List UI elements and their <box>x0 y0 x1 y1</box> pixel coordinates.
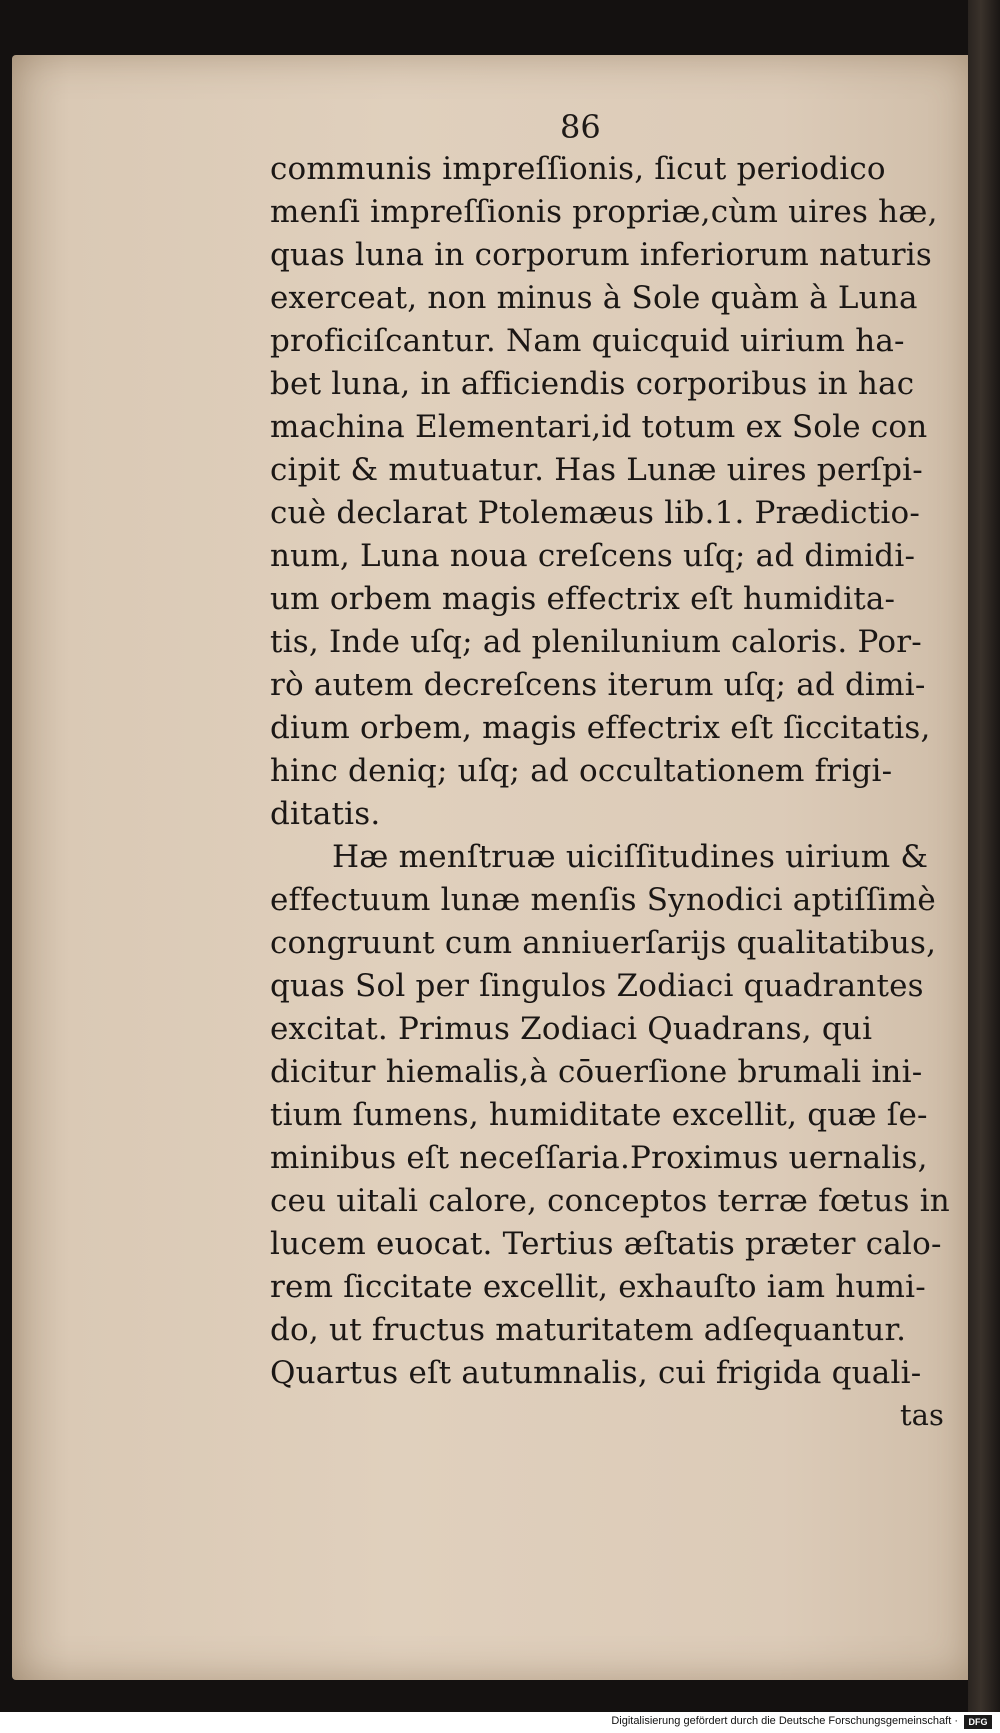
text-line: effectuum lunæ menſis Synodici aptiſſimè <box>270 882 936 918</box>
text-line: um orbem magis effectrix eſt humidita- <box>270 581 896 617</box>
funding-credit: Digitalisierung gefördert durch die Deutsche Forschungsgemeinschaft · <box>611 1715 958 1727</box>
text-line: ditatis. <box>270 796 381 832</box>
body-text <box>270 148 960 1395</box>
dfg-logo-icon: DFG <box>964 1715 992 1729</box>
paragraph-start-line: Hæ menſtruæ uiciſſitudines uirium & <box>332 839 929 875</box>
text-line: rem ſiccitate excellit, exhauſto iam humi- <box>270 1269 926 1305</box>
text-line: quas luna in corporum inferiorum naturis <box>270 237 932 273</box>
text-line: machina Elementari,id totum ex Sole con <box>270 409 928 445</box>
text-line: dicitur hiemalis,à cōuerſione brumali ini- <box>270 1054 923 1090</box>
text-line: excitat. Primus Zodiaci Quadrans, qui <box>270 1011 873 1047</box>
text-line: lucem euocat. Tertius æſtatis præter calo- <box>270 1226 942 1262</box>
text-line: exerceat, non minus à Sole quàm à Luna <box>270 280 918 316</box>
text-line: tium ſumens, humiditate excellit, quæ ſe- <box>270 1097 928 1133</box>
book-edge <box>968 0 1000 1712</box>
text-line: cipit & mutuatur. Has Lunæ uires perſpi- <box>270 452 923 488</box>
text-line: communis impreſſionis, ſicut periodico <box>270 151 886 187</box>
text-line: congruunt cum anniuerſarijs qualitatibus, <box>270 925 937 961</box>
text-line: quas Sol per ſingulos Zodiaci quadrantes <box>270 968 924 1004</box>
text-line: cuè declarat Ptolemæus lib.1. Prædictio- <box>270 495 920 531</box>
text-line: ceu uitali calore, conceptos terræ fœtus in <box>270 1183 950 1219</box>
text-line: num, Luna noua creſcens uſq; ad dimidi- <box>270 538 916 574</box>
text-line: rò autem decreſcens iterum uſq; ad dimi- <box>270 667 926 703</box>
text-line: Quartus eſt autumnalis, cui frigida quali- <box>270 1355 922 1391</box>
text-line: do, ut fructus maturitatem adſequantur. <box>270 1312 907 1348</box>
text-line: menſi impreſſionis propriæ,cùm uires hæ, <box>270 194 938 230</box>
text-line: tis, Inde uſq; ad plenilunium caloris. Por- <box>270 624 922 660</box>
text-line: proficiſcantur. Nam quicquid uirium ha- <box>270 323 905 359</box>
page-number: 86 <box>560 108 601 146</box>
text-line: bet luna, in afficiendis corporibus in hac <box>270 366 915 402</box>
text-line: minibus eſt neceſſaria.Proximus uernalis, <box>270 1140 928 1176</box>
text-line: dium orbem, magis effectrix eſt ſiccitatis, <box>270 710 931 746</box>
catchword: tas <box>900 1398 944 1432</box>
text-line: hinc deniq; uſq; ad occultationem frigi- <box>270 753 893 789</box>
